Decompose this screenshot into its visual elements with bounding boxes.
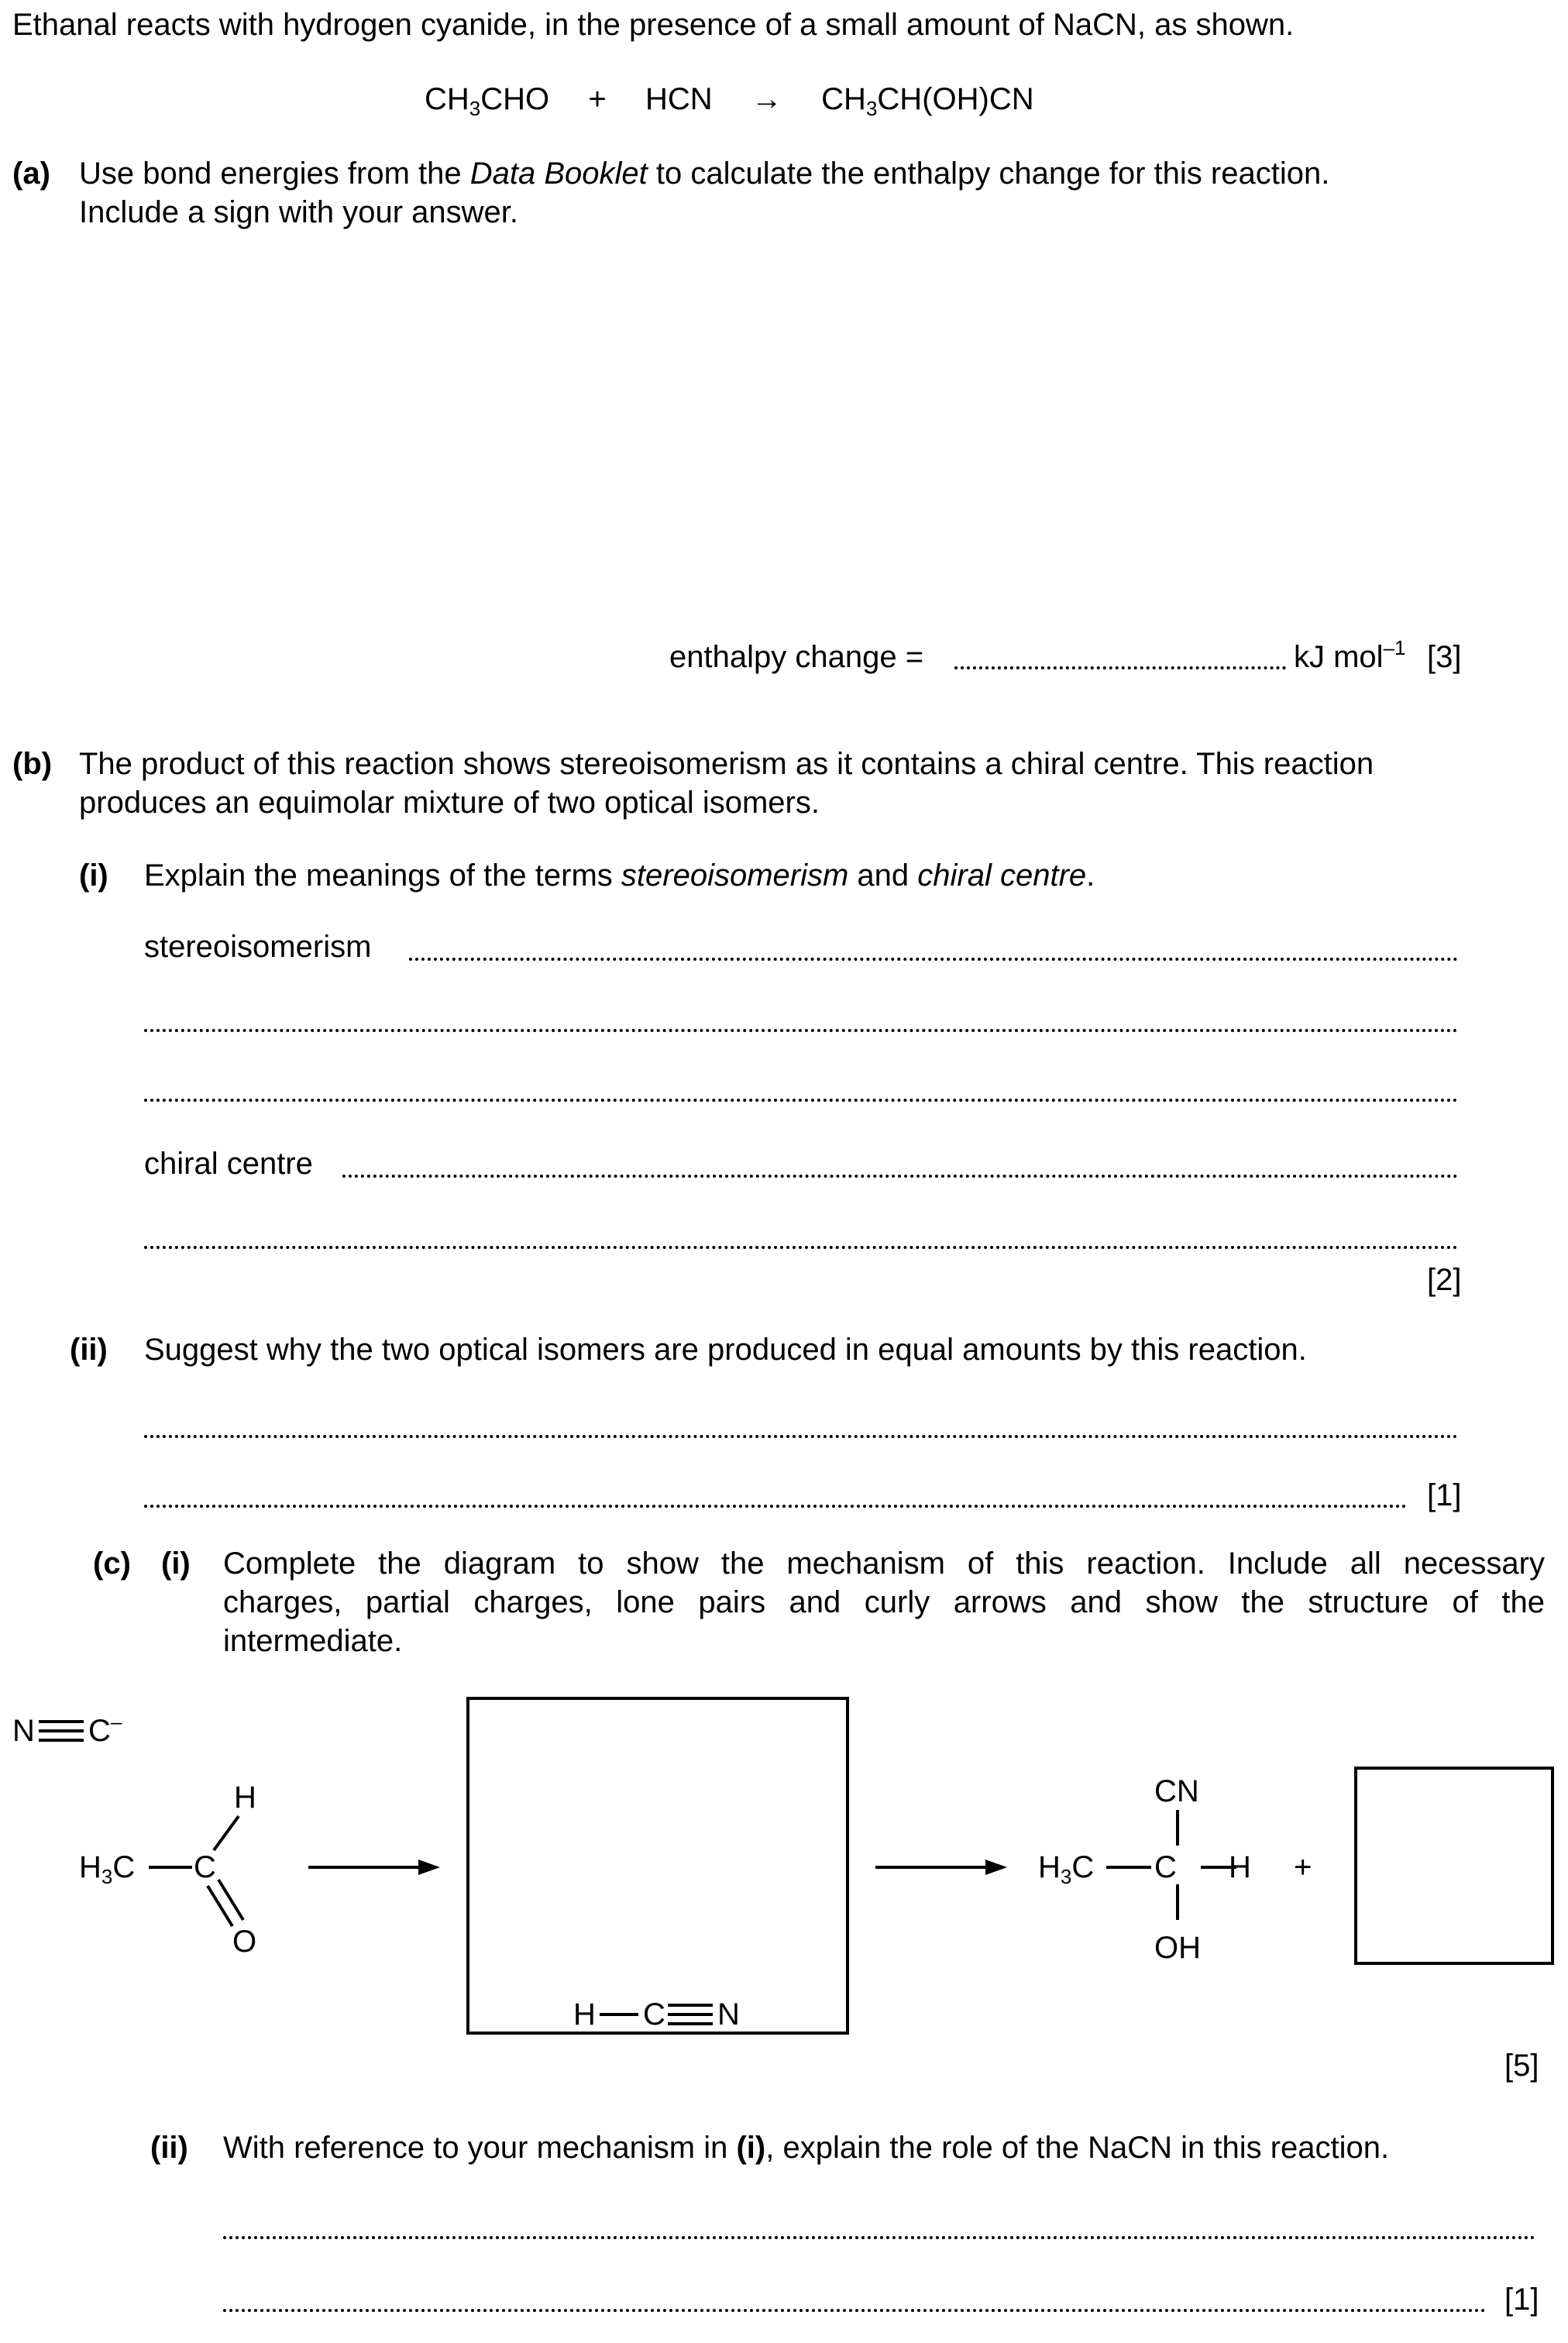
part-c-ii-label: (ii) (150, 2131, 188, 2165)
part-b-ii-question: Suggest why the two optical isomers are produced in equal amounts by this reaction. (144, 1333, 1307, 1367)
product-plus: + (1294, 1850, 1312, 1884)
product-formula: $CH_3CH(OH)CN$ (821, 82, 1034, 120)
hcn-h-atom: H (573, 1997, 596, 2032)
part-c-i-line3: intermediate. (223, 1624, 403, 1658)
stereoisomerism-field-label: stereoisomerism (144, 930, 372, 964)
ethanal-carbonyl-c: C (194, 1850, 216, 1884)
product-cn-group: CN (1154, 1774, 1199, 1808)
part-c-i-marks: [5] (1504, 2049, 1539, 2083)
byproduct-answer-box[interactable] (1354, 1767, 1554, 1965)
part-b-line2: produces an equimolar mixture of two optical isomers. (79, 786, 820, 820)
part-c-label: (c) (93, 1547, 131, 1581)
part-b-label: (b) (12, 747, 53, 781)
part-b-ii-marks: [1] (1427, 1478, 1462, 1512)
part-b-line1: The product of this reaction shows stereoisomerism as it contains a chiral centre. This reaction (79, 747, 1374, 781)
part-a-label: (a) (12, 157, 50, 191)
part-c-i-line1: Complete the diagram to show the mechanism of this reaction. Include all necessary (223, 1547, 1545, 1581)
product-chiral-c: C (1154, 1850, 1177, 1884)
part-a-line1: Use bond energies from the Data Booklet to calculate the enthalpy change for this reaction. (79, 157, 1330, 191)
reaction-arrow-2 (875, 1860, 1007, 1875)
part-c-ii-answer-line-2[interactable] (223, 2309, 1486, 2312)
ethanal-h-atom: H (234, 1780, 256, 1815)
equation-plus: + (588, 82, 607, 116)
chiral-centre-field-label: chiral centre (144, 1147, 313, 1181)
part-c-i-label: (i) (161, 1547, 191, 1581)
part-c-ii-marks: [1] (1504, 2283, 1539, 2317)
part-a-line2: Include a sign with your answer. (79, 195, 518, 229)
part-c-ii-question: With reference to your mechanism in (i), explain the role of the NaCN in this reaction. (223, 2131, 1390, 2165)
equation-arrow: → (751, 82, 782, 116)
intro-text: Ethanal reacts with hydrogen cyanide, in the presence of a small amount of NaCN, as shown. (12, 8, 1295, 42)
hcn-c-atom: C (643, 1997, 665, 2032)
product-h-atom: H (1229, 1850, 1251, 1884)
reaction-arrow-1 (308, 1860, 440, 1875)
cyanide-triple-bond (39, 1722, 84, 1740)
part-b-i-question: Explain the meanings of the terms stereoisomerism and chiral centre. (144, 858, 1095, 893)
part-b-ii-label: (ii) (70, 1333, 108, 1367)
hcn-n-atom: N (717, 1997, 740, 2032)
part-c-i-line2: charges, partial charges, lone pairs and curly arrows and show the structure of the (223, 1585, 1545, 1619)
part-b-i-marks: [2] (1427, 1263, 1462, 1297)
intermediate-answer-box[interactable] (466, 1697, 849, 2035)
ethanal-h3c-group: $H_3C$ (79, 1850, 136, 1888)
part-b-i-label: (i) (79, 858, 108, 893)
part-a-marks: [3] (1427, 640, 1462, 674)
reactant-hcn: HCN (645, 82, 713, 116)
ethanal-o-atom: O (232, 1925, 257, 1959)
cyanide-c-atom: C– (88, 1710, 122, 1748)
cyanide-charge: – (110, 1710, 122, 1733)
enthalpy-unit: kJ mol$^{-1}$ (1294, 636, 1406, 674)
product-oh-group: OH (1154, 1931, 1201, 1965)
enthalpy-change-label: enthalpy change = (669, 640, 924, 674)
part-c-ii-answer-line-1[interactable] (223, 2236, 1535, 2239)
reactant-ethanal: $CH_3CHO$ (425, 82, 550, 120)
cyanide-n-atom: N (12, 1714, 35, 1748)
product-h3c-group: $H_3C$ (1038, 1850, 1095, 1888)
